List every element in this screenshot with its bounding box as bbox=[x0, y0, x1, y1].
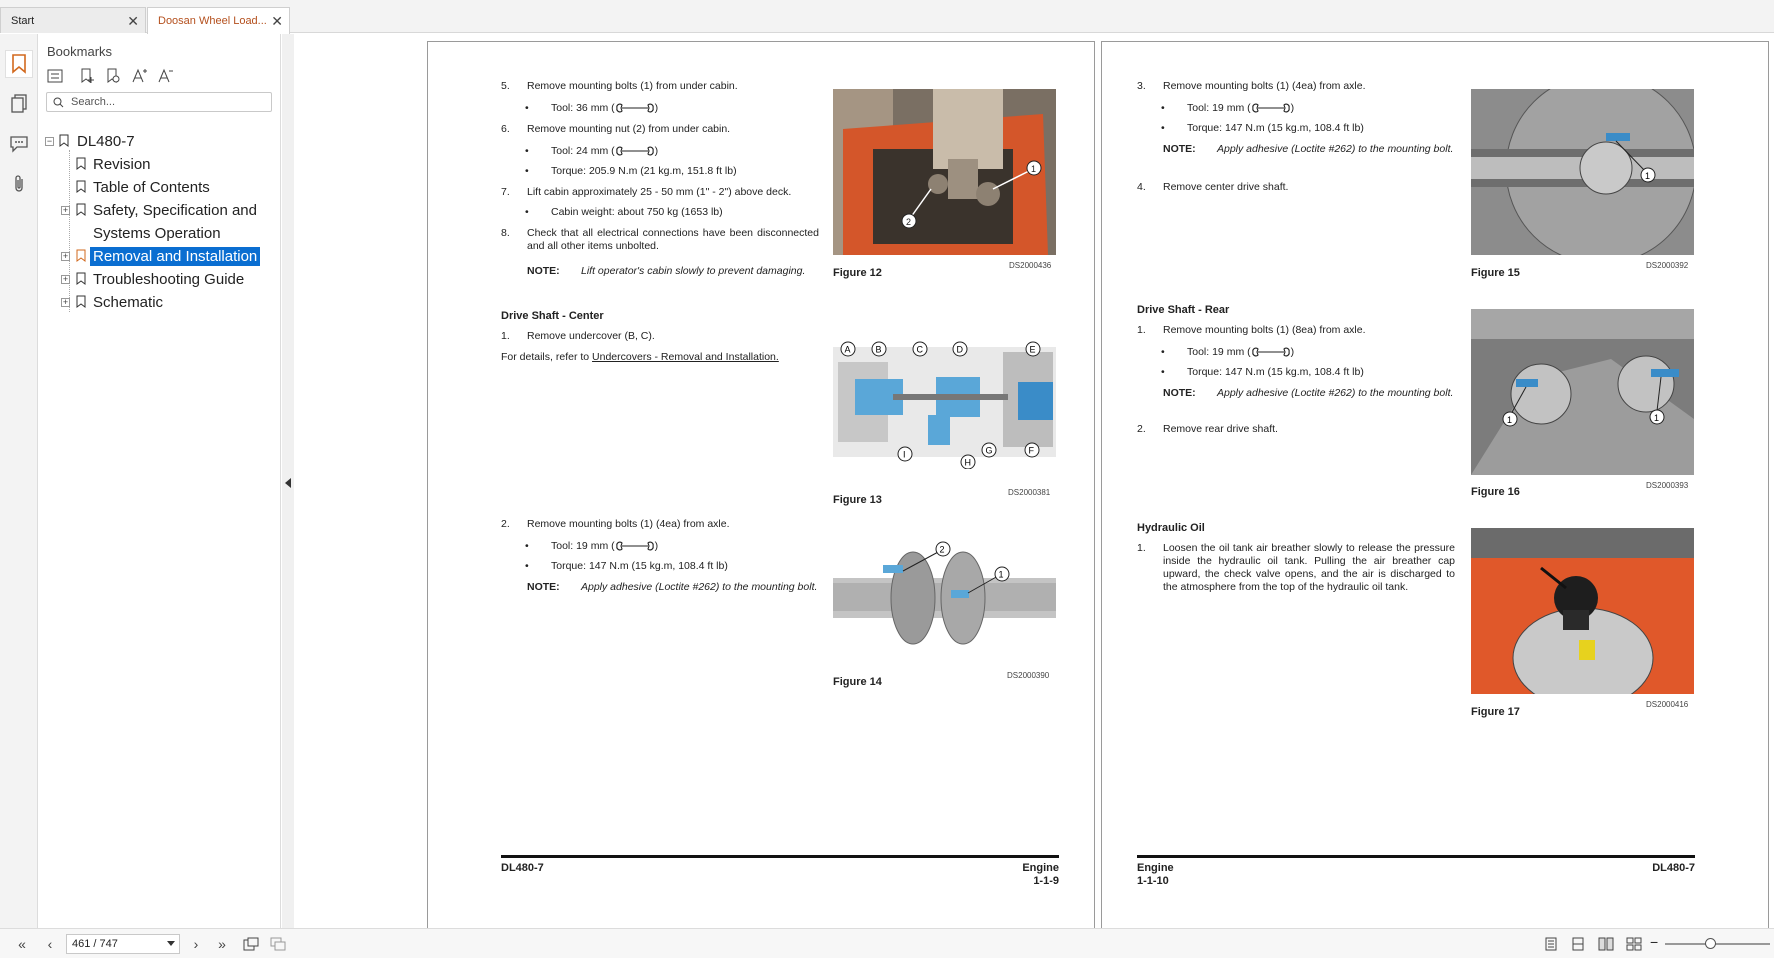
callout: 1 bbox=[1654, 413, 1660, 423]
bullet-text: Torque: 147 N.m (15 kg.m, 108.4 ft lb) bbox=[1187, 122, 1364, 134]
tree-item-label: Revision bbox=[93, 156, 151, 173]
first-page-button[interactable]: « bbox=[18, 936, 26, 952]
bullet-close: ) bbox=[654, 102, 659, 114]
zoom-slider-handle[interactable] bbox=[1705, 938, 1716, 949]
page-left: 5. Remove mounting bolts (1) from under cabin. • Tool: 36 mm ( ) 6. Remove mounting nut (2) from under cabin. • Tool: 24 mm ( ) • Torque: 205.9 N.m (21 kg.m, 151.8 ft lb) 7. Lift cabin approximately 25 - 50 mm (1" - 2") above deck. • Cabin weight: about 750 kg (1653 lb) 8. Check that all electrical connections have been disconnected and all other items unbolted. NOTE: Lift operator's cabin slowly to prevent damaging. Drive Shaft - Center 1. Remove undercover (B, C). For details, refer to Undercovers - Removal and Installation. 2. Remove mounting bolts (1) (4ea) from axle. • Tool: 19 mm ( ) • Torque: 147 N.m (15 kg.m, 108.4 ft lb) NOTE: Apply adhesive (Loctite #262) to the mounting bolt. 1 2 Figure 12 DS2000436 A B C D E I H G F Figure 13 DS2000381 2 1 Figure 14 DS2000390 DL480-7 Engine 1-1-9 bbox=[427, 41, 1095, 929]
bookmark-icon bbox=[76, 295, 86, 312]
figure-17-photo bbox=[1471, 528, 1694, 694]
bullet-text: Tool: 19 mm ( bbox=[551, 540, 615, 552]
zoom-slider[interactable] bbox=[1665, 943, 1770, 945]
add-bookmark-icon[interactable] bbox=[77, 66, 97, 86]
zoom-out-button[interactable]: − bbox=[1650, 934, 1659, 950]
figure-id: DS2000381 bbox=[1008, 488, 1051, 497]
last-page-button[interactable]: » bbox=[218, 936, 226, 952]
callout: G bbox=[985, 445, 993, 456]
step-number: 7. bbox=[501, 186, 510, 198]
bullet-text: Tool: 19 mm ( bbox=[1187, 346, 1251, 358]
callout: C bbox=[916, 344, 923, 355]
chevron-down-icon[interactable] bbox=[167, 941, 175, 946]
section-heading: Hydraulic Oil bbox=[1137, 522, 1205, 534]
figure-12-photo bbox=[833, 89, 1056, 255]
step-number: 6. bbox=[501, 123, 510, 135]
bullet-text: Torque: 147 N.m (15 kg.m, 108.4 ft lb) bbox=[1187, 366, 1364, 378]
bookmark-icon bbox=[76, 203, 86, 220]
expand-icon[interactable]: + bbox=[62, 274, 69, 284]
next-page-button[interactable]: › bbox=[193, 936, 199, 952]
collapse-icon[interactable]: − bbox=[46, 136, 53, 146]
callout: 1 bbox=[1031, 164, 1037, 174]
close-icon[interactable]: ✕ bbox=[271, 13, 283, 29]
figure-id: DS2000393 bbox=[1646, 481, 1689, 490]
next-view-icon[interactable] bbox=[268, 935, 288, 953]
page-number-input[interactable] bbox=[66, 934, 180, 954]
step-number: 5. bbox=[501, 80, 510, 92]
panel-title: Bookmarks bbox=[47, 44, 113, 59]
figure-15-photo bbox=[1471, 89, 1694, 255]
bullet-text: Cabin weight: about 750 kg (1653 lb) bbox=[551, 206, 723, 218]
increase-text-size-icon[interactable] bbox=[129, 66, 149, 86]
step-text: Lift cabin approximately 25 - 50 mm (1" - 2") above deck. bbox=[527, 186, 792, 198]
wrench-icon bbox=[1251, 103, 1291, 113]
step-text: Remove rear drive shaft. bbox=[1163, 423, 1278, 435]
close-icon[interactable]: ✕ bbox=[127, 13, 139, 29]
bookmark-icon bbox=[76, 180, 86, 197]
bookmark-icon bbox=[76, 157, 86, 174]
tree-item-label: Systems Operation bbox=[93, 225, 221, 242]
bookmark-icon bbox=[59, 134, 69, 151]
previous-view-icon[interactable] bbox=[241, 935, 261, 953]
tree-item-removal[interactable] bbox=[39, 245, 281, 267]
step-text: Remove center drive shaft. bbox=[1163, 181, 1289, 193]
bullet-text: Tool: 19 mm ( bbox=[1187, 102, 1251, 114]
footer-model: DL480-7 bbox=[1652, 862, 1695, 874]
figure-caption: Figure 13 bbox=[833, 494, 882, 506]
step-text: Remove undercover (B, C). bbox=[527, 330, 655, 342]
bullet-close: ) bbox=[1290, 346, 1295, 358]
step-text: Remove mounting bolts (1) (4ea) from axle. bbox=[527, 518, 730, 530]
wrench-icon bbox=[615, 541, 655, 551]
bookmark-icon bbox=[76, 249, 86, 266]
bookmark-panel-icon[interactable] bbox=[5, 50, 33, 78]
figure-id: DS2000416 bbox=[1646, 700, 1689, 709]
step-number: 1. bbox=[1137, 542, 1146, 554]
note-label: NOTE: bbox=[527, 581, 560, 593]
tree-item-label: DL480-7 bbox=[77, 133, 135, 150]
section-heading: Drive Shaft - Rear bbox=[1137, 304, 1230, 316]
footer-model: DL480-7 bbox=[501, 862, 544, 874]
bookmark-search-input[interactable] bbox=[46, 92, 272, 112]
note-label: NOTE: bbox=[527, 265, 560, 277]
details-prefix: For details, refer to bbox=[501, 351, 593, 363]
wrench-icon bbox=[1251, 347, 1291, 357]
section-heading: Drive Shaft - Center bbox=[501, 310, 604, 322]
step-number: 1. bbox=[1137, 324, 1146, 336]
wrench-icon bbox=[615, 146, 655, 156]
bookmarks-panel bbox=[39, 34, 281, 928]
tree-item-revision[interactable] bbox=[39, 153, 281, 175]
find-bookmark-icon[interactable] bbox=[103, 66, 123, 86]
page-indicator: 461 / 747 bbox=[72, 938, 118, 950]
tab-label: Start bbox=[11, 15, 35, 27]
tree-item-schematic[interactable] bbox=[39, 291, 281, 313]
details-ref bbox=[501, 351, 779, 364]
tree-item-safety[interactable] bbox=[39, 199, 281, 221]
document-viewer[interactable] bbox=[295, 34, 1774, 928]
bookmark-toolbar bbox=[45, 66, 175, 86]
figure-caption: Figure 12 bbox=[833, 267, 882, 279]
bookmark-options-icon[interactable] bbox=[45, 66, 65, 86]
bullet-close: ) bbox=[1290, 102, 1295, 114]
callout: F bbox=[1028, 445, 1034, 456]
step-text: Remove mounting bolts (1) (4ea) from axle. bbox=[1163, 80, 1366, 92]
callout: I bbox=[903, 449, 906, 460]
callout: A bbox=[844, 344, 851, 355]
status-bar bbox=[0, 928, 1774, 958]
single-page-view-icon[interactable] bbox=[1541, 935, 1561, 953]
bullet-text: Tool: 24 mm ( bbox=[551, 145, 615, 157]
note-text: Apply adhesive (Loctite #262) to the mounting bolt. bbox=[1217, 387, 1454, 399]
bullet-text: Torque: 147 N.m (15 kg.m, 108.4 ft lb) bbox=[551, 560, 728, 572]
tab-start[interactable] bbox=[0, 7, 146, 33]
callout: D bbox=[956, 344, 963, 355]
step-text: Check that all electrical connections have been disconnected and all other items unbolted. bbox=[527, 227, 819, 252]
footer-section-name: Engine bbox=[1022, 862, 1059, 874]
bookmark-icon bbox=[76, 272, 86, 289]
figure-caption: Figure 15 bbox=[1471, 267, 1520, 279]
page-right: 3. Remove mounting bolts (1) (4ea) from axle. • Tool: 19 mm ( ) • Torque: 147 N.m (15 kg.m, 108.4 ft lb) NOTE: Apply adhesive (Loctite #262) to the mounting bolt. 4. Remove center drive shaft. Drive Shaft - Rear 1. Remove mounting bolts (1) (8ea) from axle. • Tool: 19 mm ( ) • Torque: 147 N.m (15 kg.m, 108.4 ft lb) NOTE: Apply adhesive (Loctite #262) to the mounting bolt. 2. Remove rear drive shaft. Hydraulic Oil 1. Loosen the oil tank air breather slowly to release the pressure inside the hydraulic oil tank. Pulling the air breather cap upward, the check valve opens, and the air is discharged to the atmosphere from the top of the hydraulic oil tank. 1 Figure 15 DS2000392 1 1 Figure 16 DS2000393 Figure 17 DS2000416 Engine 1-1-10 DL480-7 bbox=[1101, 41, 1769, 929]
figure-id: DS2000390 bbox=[1007, 671, 1050, 680]
figure-caption: Figure 17 bbox=[1471, 706, 1520, 718]
footer-section bbox=[959, 862, 1059, 888]
step-text: Remove mounting bolts (1) from under cabin. bbox=[527, 80, 738, 92]
step-text: Remove mounting nut (2) from under cabin. bbox=[527, 123, 731, 135]
bullet-text: Torque: 205.9 N.m (21 kg.m, 151.8 ft lb) bbox=[551, 165, 737, 177]
comments-panel-icon[interactable] bbox=[5, 130, 33, 158]
footer-section-name: Engine bbox=[1137, 862, 1174, 874]
step-number: 4. bbox=[1137, 181, 1146, 193]
footer-rule bbox=[1137, 855, 1695, 858]
figure-14-diagram bbox=[833, 538, 1056, 656]
figure-id: DS2000436 bbox=[1009, 261, 1052, 270]
two-page-view-icon[interactable] bbox=[1596, 935, 1616, 953]
note-text: Apply adhesive (Loctite #262) to the mounting bolt. bbox=[581, 581, 818, 593]
expand-icon[interactable]: + bbox=[62, 297, 69, 307]
wrench-icon bbox=[615, 103, 655, 113]
collapse-panel-icon[interactable] bbox=[285, 478, 291, 488]
tree-item-label: Removal and Installation bbox=[90, 247, 260, 266]
footer-page-number: 1-1-10 bbox=[1137, 875, 1169, 887]
callout: 1 bbox=[998, 569, 1004, 580]
step-number: 3. bbox=[1137, 80, 1146, 92]
tree-item-root[interactable] bbox=[39, 130, 281, 152]
figure-id: DS2000392 bbox=[1646, 261, 1689, 270]
tab-bar bbox=[0, 0, 1774, 33]
search-icon bbox=[53, 97, 64, 111]
note-label: NOTE: bbox=[1163, 387, 1196, 399]
attachments-panel-icon[interactable] bbox=[5, 170, 33, 198]
tree-item-label: Troubleshooting Guide bbox=[93, 271, 245, 288]
step-number: 1. bbox=[501, 330, 510, 342]
step-number: 2. bbox=[501, 518, 510, 530]
note-label: NOTE: bbox=[1163, 143, 1196, 155]
tree-item-label: Table of Contents bbox=[93, 179, 210, 196]
continuous-view-icon[interactable] bbox=[1568, 935, 1588, 953]
step-text: Loosen the oil tank air breather slowly to release the pressure inside the hydraulic oil tank. Pulling the air breather cap upward, the check valve opens, and the air is discharged to the atmosphere from the top of the hydraulic oil tank. bbox=[1163, 542, 1455, 593]
note-text: Apply adhesive (Loctite #262) to the mounting bolt. bbox=[1217, 143, 1454, 155]
bullet-text: Tool: 36 mm ( bbox=[551, 102, 615, 114]
callout: 2 bbox=[939, 544, 945, 555]
tree-item-safety-cont[interactable] bbox=[39, 222, 281, 244]
note-text: Lift operator's cabin slowly to prevent damaging. bbox=[581, 265, 806, 277]
step-text: Remove mounting bolts (1) (8ea) from axle. bbox=[1163, 324, 1366, 336]
tree-item-toc[interactable] bbox=[39, 176, 281, 198]
callout: 1 bbox=[1645, 171, 1651, 181]
callout: H bbox=[964, 457, 971, 468]
expand-icon[interactable]: + bbox=[62, 251, 69, 261]
panel-splitter[interactable] bbox=[282, 34, 294, 928]
figure-caption: Figure 16 bbox=[1471, 486, 1520, 498]
tab-document[interactable] bbox=[147, 7, 290, 34]
search-placeholder: Search... bbox=[71, 96, 116, 108]
decrease-text-size-icon[interactable] bbox=[155, 66, 175, 86]
tree-item-troubleshooting[interactable] bbox=[39, 268, 281, 290]
bullet-close: ) bbox=[654, 145, 659, 157]
two-page-continuous-view-icon[interactable] bbox=[1624, 935, 1644, 953]
footer-rule bbox=[501, 855, 1059, 858]
figure-caption: Figure 14 bbox=[833, 676, 882, 688]
step-number: 2. bbox=[1137, 423, 1146, 435]
tree-item-label: Safety, Specification and bbox=[93, 202, 257, 219]
figure-16-photo bbox=[1471, 309, 1694, 475]
footer-page-number: 1-1-9 bbox=[1033, 875, 1059, 887]
bullet-close: ) bbox=[654, 540, 659, 552]
footer-section bbox=[1137, 862, 1174, 888]
tab-label: Doosan Wheel Load... bbox=[158, 15, 267, 27]
figure-13-diagram bbox=[833, 337, 1056, 469]
tree-item-label: Schematic bbox=[93, 294, 164, 311]
callout: 2 bbox=[906, 217, 912, 227]
callout: 1 bbox=[1507, 415, 1513, 425]
callout: E bbox=[1029, 344, 1036, 355]
expand-icon[interactable]: + bbox=[62, 205, 69, 215]
left-rail bbox=[0, 34, 38, 928]
details-link[interactable]: Undercovers - Removal and Installation. bbox=[592, 351, 779, 363]
step-number: 8. bbox=[501, 227, 510, 239]
callout: B bbox=[875, 344, 882, 355]
previous-page-button[interactable]: ‹ bbox=[47, 936, 53, 952]
pages-panel-icon[interactable] bbox=[5, 90, 33, 118]
